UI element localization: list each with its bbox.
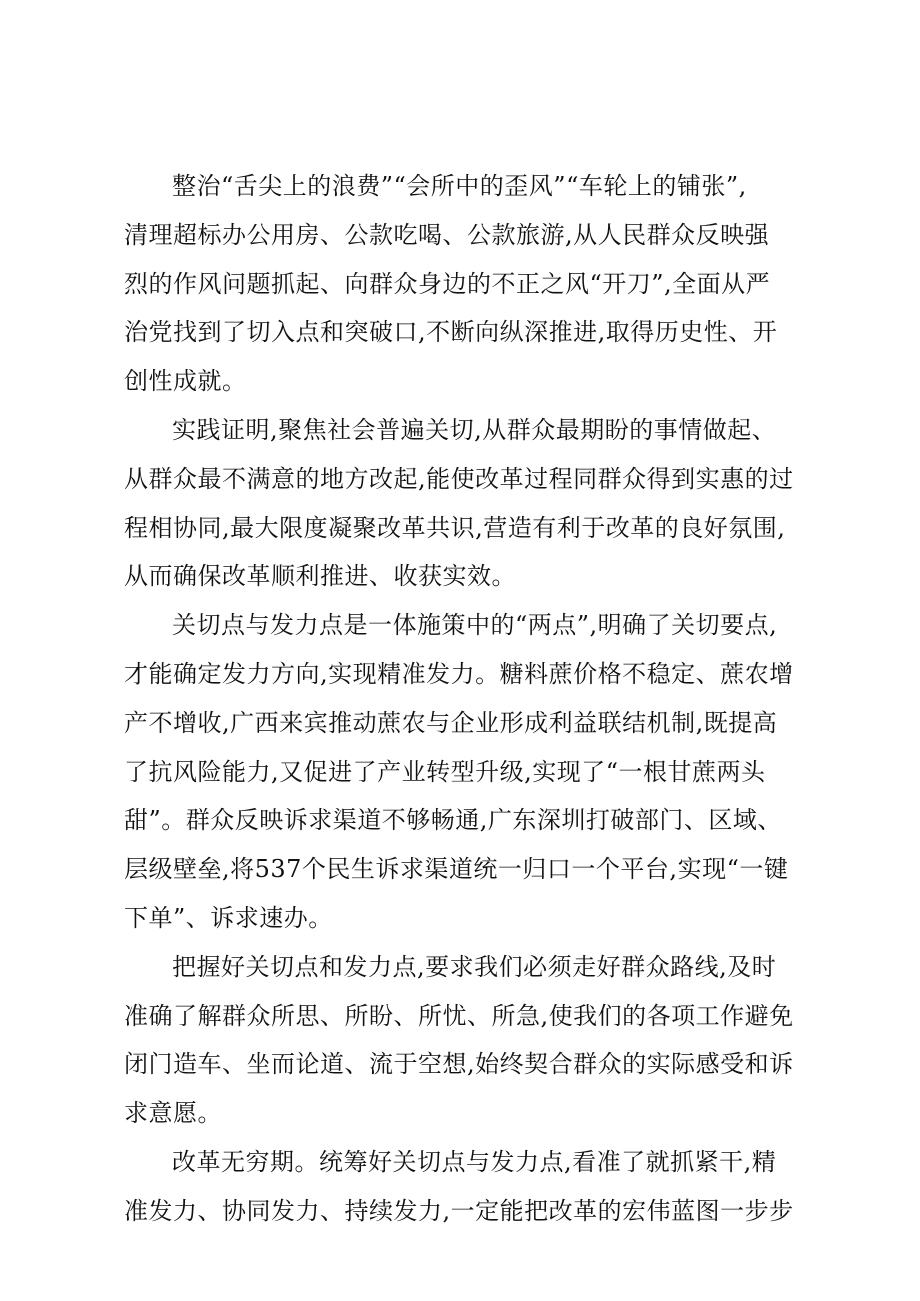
paragraph-line: 从群众最不满意的地方改起,能使改革过程同群众得到实惠的过 xyxy=(124,464,794,493)
paragraph-line: 烈的作风问题抓起、向群众身边的不正之风“开刀”,全面从严 xyxy=(124,269,771,298)
paragraph-line: 把握好关切点和发力点,要求我们必须走好群众路线,及时 xyxy=(172,952,777,981)
paragraph-line: 下单”、诉求速办。 xyxy=(124,903,333,932)
paragraph-line: 实践证明,聚焦社会普遍关切,从群众最期盼的事情做起、 xyxy=(172,415,777,444)
paragraph-line: 创性成就。 xyxy=(124,367,247,396)
paragraph-1 xyxy=(124,162,814,406)
paragraph-line: 层级壁垒,将537个民生诉求渠道统一归口一个平台,实现“一键 xyxy=(124,855,789,884)
paragraph-line: 准发力、协同发力、持续发力,一定能把改革的宏伟蓝图一步步 xyxy=(124,1196,794,1225)
paragraph-line: 从而确保改革顺利推进、收获实效。 xyxy=(124,562,516,591)
paragraph-line: 清理超标办公用房、公款吃喝、公款旅游,从人民群众反映强 xyxy=(124,220,770,249)
paragraph-line: 整治“舌尖上的浪费”“会所中的歪风”“车轮上的铺张”, xyxy=(172,172,747,200)
paragraph-line: 关切点与发力点是一体施策中的“两点”,明确了关切要点, xyxy=(172,611,778,640)
paragraph-line: 了抗风险能力,又促进了产业转型升级,实现了“一根甘蔗两头 xyxy=(124,757,766,786)
paragraph-2 xyxy=(124,406,814,601)
paragraph-line: 准确了解群众所思、所盼、所忧、所急,使我们的各项工作避免 xyxy=(124,1001,794,1030)
paragraph-line: 程相协同,最大限度凝聚改革共识,营造有利于改革的良好氛围, xyxy=(124,513,786,542)
article-body xyxy=(124,162,814,1236)
paragraph-line: 闭门造车、坐而论道、流于空想,始终契合群众的实际感受和诉 xyxy=(124,1050,794,1079)
paragraph-line: 改革无穷期。统筹好关切点与发力点,看准了就抓紧干,精 xyxy=(172,1147,777,1176)
paragraph-line: 产不增收,广西来宾推动蔗农与企业形成利益联结机制,既提高 xyxy=(124,708,778,737)
paragraph-line: 治党找到了切入点和突破口,不断向纵深推进,取得历史性、开 xyxy=(124,318,778,347)
paragraph-line: 求意愿。 xyxy=(124,1099,222,1128)
paragraph-line: 才能确定发力方向,实现精准发力。糖料蔗价格不稳定、蔗农增 xyxy=(124,659,794,688)
paragraph-5 xyxy=(124,1138,814,1236)
paragraph-4 xyxy=(124,943,814,1138)
paragraph-3 xyxy=(124,601,814,943)
paragraph-line: 甜”。群众反映诉求渠道不够畅通,广东深圳打破部门、区域、 xyxy=(124,806,782,835)
